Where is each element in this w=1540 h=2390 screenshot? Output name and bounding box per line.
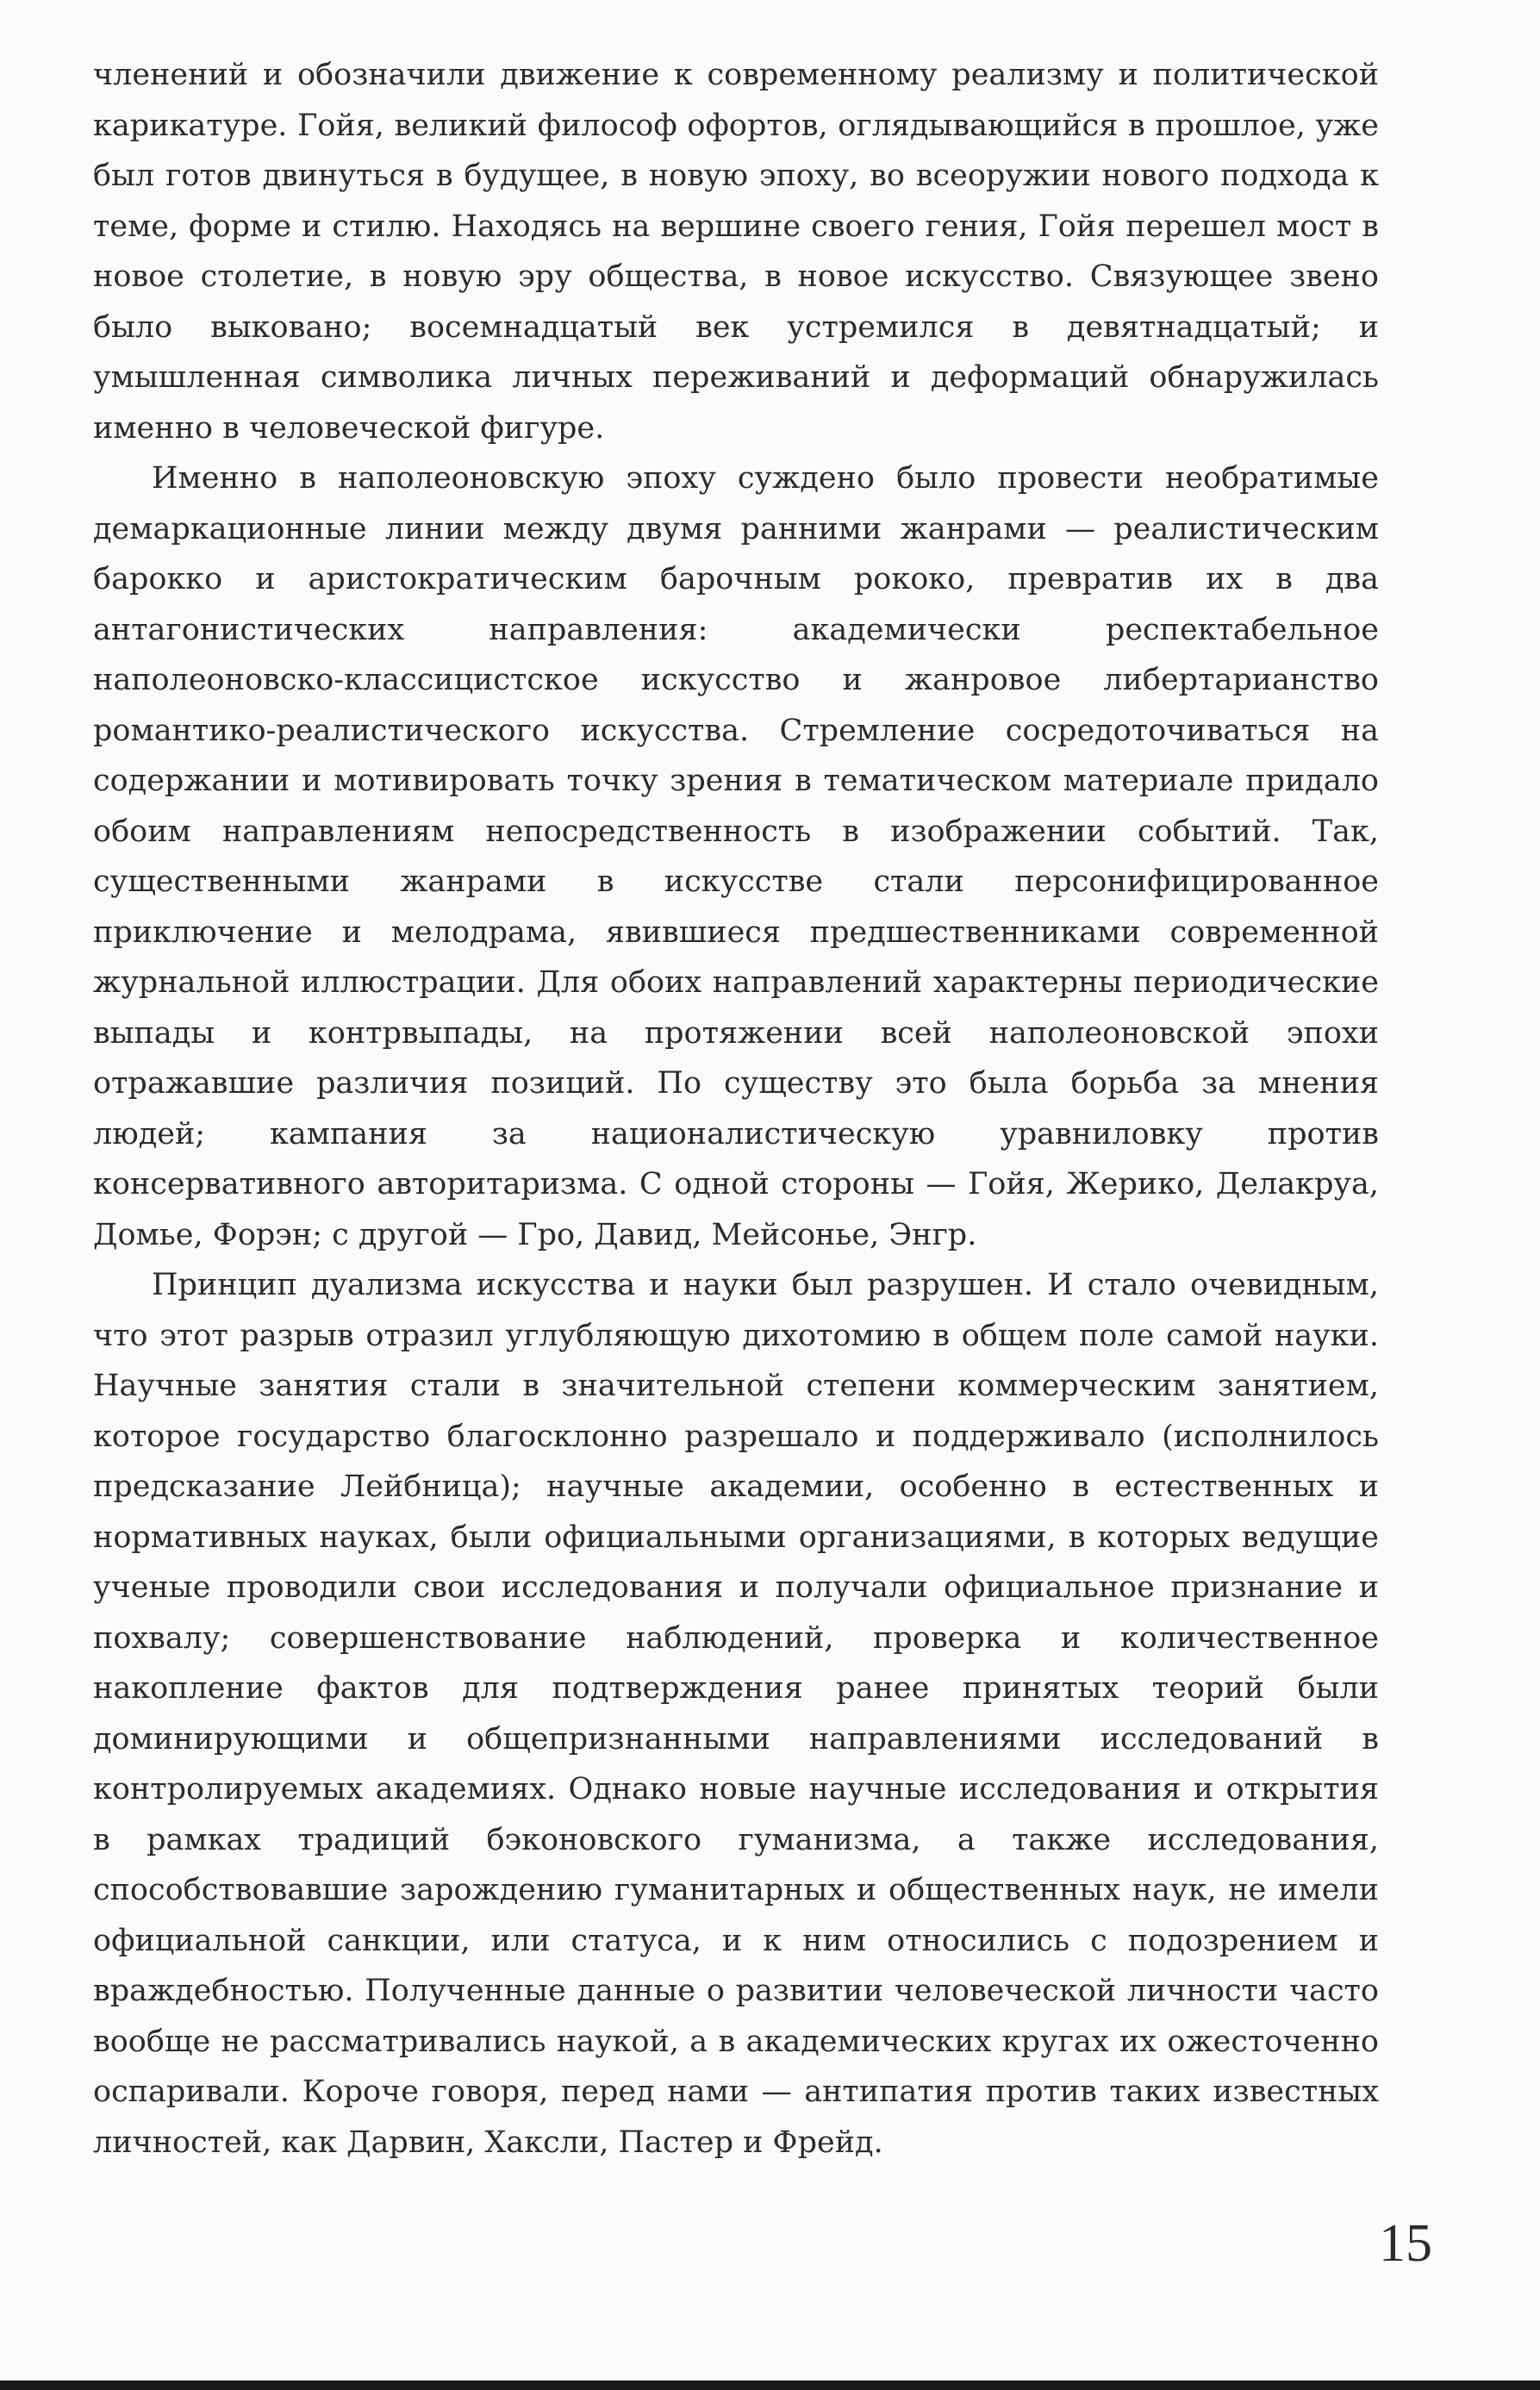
paragraph-3: Принцип дуализма искусства и науки был разрушен. И стало очевидным, что этот разрыв отразил углубляющую дихотомию в общем поле самой науки. Научные занятия стали в значительной степени коммерческим занятием, которое государство благосклонно разрешало и поддерживало (исполнилось предсказание Лейбница); научные академии, особенно в естественных и нормативных науках, были официальными организациями, в которых ведущие ученые проводили свои исследования и получали официальное признание и похвалу; совершенствование наблюдений, проверка и количественное накопление фактов для подтверждения ранее принятых теорий были доминирующими и общепризнанными направлениями исследований в контролируемых академиях. Однако новые научные исследования и открытия в рамках традиций бэконовского гуманизма, а также исследования, способствовавшие зарождению гуманитарных и общественных наук, не имели официальной санкции, или статуса, и к ним относились с подозрением и враждебностью. Полученные данные о развитии человеческой личности часто вообще не рассматривались наукой, а в академических кругах их ожесточенно оспаривали. Короче говоря, перед нами — антипатия против таких известных личностей, как Дарвин, Хаксли, Пастер и Фрейд.	[93, 1268, 1379, 2160]
page-number: 15	[1379, 2214, 1432, 2273]
paragraph-2: Именно в наполеоновскую эпоху суждено было провести необратимые демаркационные линии между двумя ранними жанрами — реалистическим барокко и аристократическим барочным рококо, превратив их в два антагонистических направления: академически респектабельное наполеоновско-классицистское искусство и жанровое либертарианство романтико-реалистического искусства. Стремление сосредоточиваться на содержании и мотивировать точку зрения в тематическом материале придало обоим направлениям непосредственность в изображении событий. Так, существенными жанрами в искусстве стали персонифицированное приключение и мелодрама, явившиеся предшественниками современной журнальной иллюстрации. Для обоих направлений характерны периодические выпады и контрвыпады, на протяжении всей наполеоновской эпохи отражавшие различия позиций. По существу это была борьба за мнения людей; кампания за националистическую уравниловку против консервативного авторитаризма. С одной стороны — Гойя, Жерико, Делакруа, Домье, Форэн; с другой — Гро, Давид, Мейсонье, Энгр.	[93, 461, 1379, 1252]
scan-edge-divider	[0, 2381, 1540, 2390]
paragraph-1: членений и обозначили движение к современному реализму и политической карикатуре. Гойя, великий философ офортов, оглядывающийся в прошлое, уже был готов двинуться в будущее, в новую эпоху, во всеоружии нового подхода к теме, форме и стилю. Находясь на вершине своего гения, Гойя перешел мост в новое столетие, в новую эру общества, в новое искусство. Связующее звено было выковано; восемнадцатый век устремился в девятнадцатый; и умышленная символика личных переживаний и деформаций обнаружилась именно в человеческой фигуре.	[93, 58, 1379, 446]
body-text	[93, 50, 1379, 2168]
